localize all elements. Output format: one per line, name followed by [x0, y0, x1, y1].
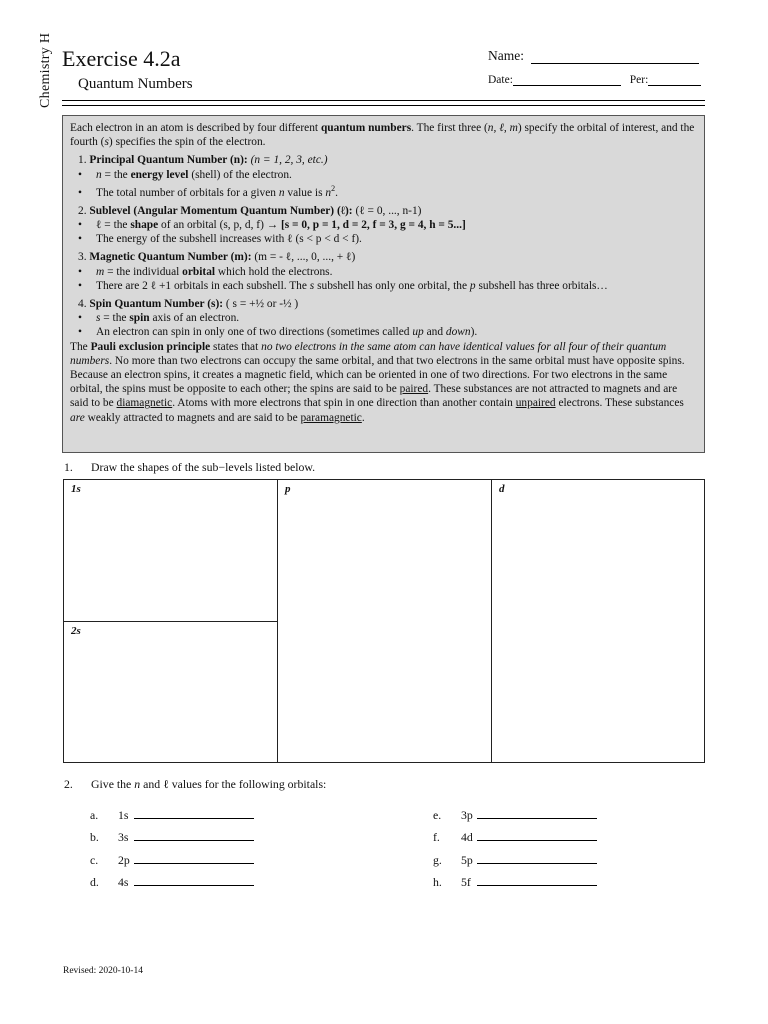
page-subtitle: Quantum Numbers: [78, 76, 193, 92]
answer-item: c. 2p: [90, 851, 254, 868]
answer-blank[interactable]: [477, 806, 597, 819]
cell-1s[interactable]: 1s: [64, 480, 278, 622]
date-label: Date:: [488, 74, 513, 86]
answer-blank[interactable]: [134, 873, 254, 886]
cell-p[interactable]: p: [278, 480, 492, 762]
answer-blank[interactable]: [477, 873, 597, 886]
cell-2s[interactable]: 2s: [64, 622, 278, 762]
answer-blank[interactable]: [134, 806, 254, 819]
sublevel-drawing-grid: [63, 479, 705, 763]
answer-item: d. 4s: [90, 873, 254, 890]
revision-date: Revised: 2020-10-14: [63, 966, 143, 976]
principal-section: 1. Principal Quantum Number (n): (n = 1, 2, 3, etc.) • n = the energy level (shell) of the electron. • The total number of orbitals for a given n value is $n^2$.: [78, 154, 338, 199]
name-field[interactable]: [531, 49, 699, 64]
answer-item: g. 5p: [433, 851, 597, 868]
answer-item: b. 3s: [90, 828, 254, 845]
header-rule: [62, 100, 705, 101]
pauli-paragraph: The Pauli exclusion principle states that no two electrons in the same atom can have identical values for all four of their quantum numbers. No more than two electrons can occupy the same orbital, and that two electrons in the same orbital must have opposite spins. Because an electron spins, it creates a magnetic field, which can be oriented in one of two directions. For two electrons in the same orbital, the spins must be opposite to each other; the spins are said to be paired. These substances are not attracted to magnets and are said to be diamagnetic. Atoms with more electrons that spin in one direction than another contain unpaired electrons. These substances are weakly attracted to magnets and are said to be paramagnetic.: [70, 340, 685, 424]
intro-text: Each electron in an atom is described by four different quantum numbers. The first three (n, ℓ, m) specify the orbital of interest, and the fourth (s) specifies the spin of the electron.: [70, 122, 695, 149]
sublevel-section: 2. Sublevel (Angular Momentum Quantum Number) (ℓ): (ℓ = 0, ..., n-1) • ℓ = the shape of an orbital (s, p, d, f) → [s = 0, p = 1, d = 2, f = 3, g = 4, h = 5...] • The energy of the subshell increases with ℓ (s < p < d < f).: [78, 204, 466, 246]
info-box: [62, 115, 705, 453]
course-label: Chemistry H: [38, 32, 53, 108]
name-row: [488, 48, 699, 64]
answer-blank[interactable]: [477, 851, 597, 864]
answer-item: e. 3p: [433, 806, 597, 823]
name-label: Name:: [488, 48, 524, 63]
question-2: 2. Give the n and ℓ values for the following orbitals:: [64, 777, 327, 791]
header-rule-double: [62, 105, 705, 106]
spin-section: 4. Spin Quantum Number (s): ( s = +½ or -½ ) • s = the spin axis of an electron. • An electron can spin in only one of two directions (sometimes called up and down).: [78, 298, 478, 339]
cell-d[interactable]: d: [499, 483, 505, 495]
question-1: 1. Draw the shapes of the sub−levels listed below.: [64, 460, 316, 474]
answer-item: f. 4d: [433, 828, 597, 845]
date-row: [488, 73, 701, 86]
per-label: Per:: [629, 74, 649, 86]
answer-blank[interactable]: [477, 828, 597, 841]
answer-blank[interactable]: [134, 828, 254, 841]
magnetic-section: 3. Magnetic Quantum Number (m): (m = - ℓ, ..., 0, ..., + ℓ) • m = the individual orbital which hold the electrons. • There are 2 ℓ +1 orbitals in each subshell. The s subshell has only one orbital, the p subshell has three orbitals…: [78, 251, 608, 292]
answer-item: h. 5f: [433, 873, 597, 890]
period-field[interactable]: [648, 73, 701, 86]
date-field[interactable]: [513, 73, 621, 86]
answer-blank[interactable]: [134, 851, 254, 864]
page-title: Exercise 4.2a: [62, 46, 181, 71]
answer-item: a. 1s: [90, 806, 254, 823]
